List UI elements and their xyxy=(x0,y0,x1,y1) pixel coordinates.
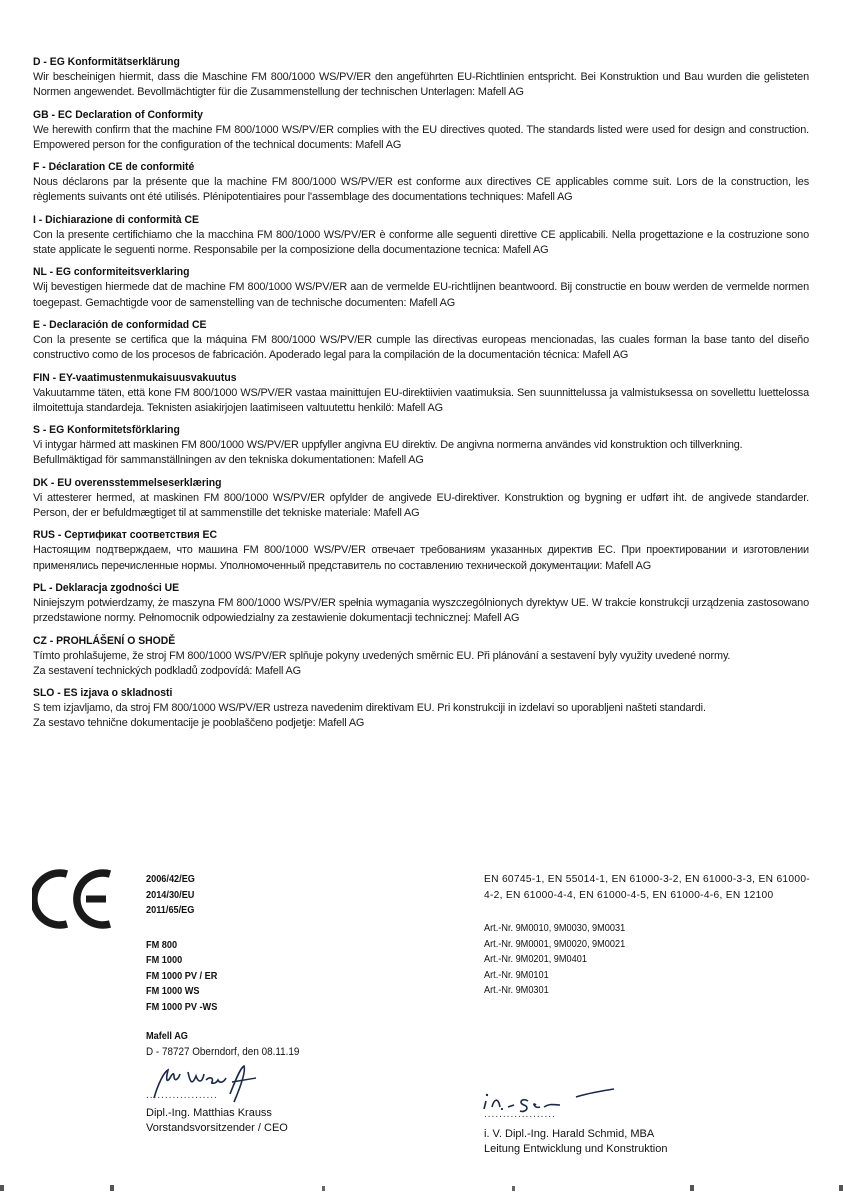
ce-mark-logo xyxy=(32,868,114,930)
article-number: Art.-Nr. 9M0001, 9M0020, 9M0021 xyxy=(484,938,626,950)
section-heading: FIN - EY-vaatimustenmukaisuusvakuutus xyxy=(33,371,237,384)
section-heading: RUS - Сертификат соответствия EC xyxy=(33,529,217,542)
article-number: Art.-Nr. 9M0010, 9M0030, 9M0031 xyxy=(484,923,626,934)
section-cz xyxy=(33,634,809,680)
section-body: Nous déclarons par la présente que la machine FM 800/1000 WS/PV/ER est conforme aux directives CE applicables comme suit. Lors de la construction, les règlements suivants ont été utilisés. Plénipotentiaires pour l'assemblage des documentations techniques: Mafell AG xyxy=(33,176,809,204)
machine-item: FM 1000 xyxy=(146,955,183,966)
section-body: Con la presente se certifica que la máquina FM 800/1000 WS/PV/ER cumple las directivas europeas mencionadas, las cuales forman la base tanto del diseño constructivo como de los procesos de fabricación. Apoderado legal para la compilación de la documentación técnica: Mafell AG xyxy=(33,333,809,362)
section-heading: PL - Deklaracja zgodności UE xyxy=(33,581,180,594)
article-number: Art.-Nr. 9M0301 xyxy=(484,985,549,996)
signature-line: ................... xyxy=(146,1090,218,1101)
directive-item: 2011/65/EG xyxy=(146,905,195,916)
section-es xyxy=(33,318,809,364)
section-heading: D - EG Konformitätserklärung xyxy=(33,56,180,68)
machine-item: FM 1000 PV -WS xyxy=(146,1001,218,1013)
section-dk xyxy=(33,476,809,522)
directive-item: 2006/42/EG xyxy=(146,874,195,885)
section-it xyxy=(33,213,809,259)
section-body: Wij bevestigen hiermede dat de machine FM 800/1000 WS/PV/ER aan de vermelde EU-richtlijnen beantwoord. Bij constructie en bouw werden de vermelde normen toegepast. Gemachtigde voor de samenstelling van de technische documenten: Mafell AG xyxy=(33,281,809,309)
section-heading: CZ - PROHLÁŠENÍ O SHODĚ xyxy=(33,634,176,647)
section-body: We herewith confirm that the machine FM 800/1000 WS/PV/ER complies with the EU directives quoted. The standards listed were used for design and construction. Empowered person for the configuration of the technical documents: Mafell AG xyxy=(33,123,809,151)
section-body-extra: Befullmäktigad för sammanställningen av den tekniska dokumentationen: Mafell AG xyxy=(33,454,424,467)
section-body: S tem izjavljamo, da stroj FM 800/1000 WS/PV/ER ustreza navedenim direktivam EU. Pri konstrukciji in izdelavi so uporabljeni našteti standardi. xyxy=(33,702,706,715)
section-heading: DK - EU overensstemmelseserklæring xyxy=(33,476,222,489)
section-body-extra: Za sestavení technických podkladů zodpovídá: Mafell AG xyxy=(33,664,301,677)
section-body: Wir bescheinigen hiermit, dass die Maschine FM 800/1000 WS/PV/ER den angeführten EU-Richtlinien entspricht. Bei Konstruktion und Bau wurden die gelisteten Normen angewendet. Bevollmächtigter für die Zusammenstellung der technischen Unterlagen: Mafell AG xyxy=(33,71,809,99)
signatory-title: Vorstandsvorsitzender / CEO xyxy=(146,1122,288,1134)
standards-list: EN 60745-1, EN 55014-1, EN 61000-3-2, EN 61000-3-3, EN 61000-4-2, EN 61000-4-4, EN 61000-4-5, EN 61000-4-6, EN 12100 xyxy=(484,874,810,901)
section-fr xyxy=(33,160,809,206)
declaration-sections xyxy=(33,55,809,739)
section-nl xyxy=(33,265,809,311)
article-number: Art.-Nr. 9M0101 xyxy=(484,969,549,981)
section-body-extra: Za sestavo tehnične dokumentacije je pooblaščeno podjetje: Mafell AG xyxy=(33,717,365,730)
section-body: Tímto prohlašujeme, že stroj FM 800/1000 WS/PV/ER splňuje pokyny uvedených směrnic EU. Při plánování a sestavení byly využity uvedené normy. xyxy=(33,649,731,662)
section-body: Niniejszym potwierdzamy, że maszyna FM 800/1000 WS/PV/ER spełnia wymagania wyszczególnionych dyrektyw UE. W trakcie konstrukcji urządzenia zastosowano przedstawione normy. Pełnomocnik odpowiedzialny za zestawienie dokumentacji technicznej: Mafell AG xyxy=(33,596,809,625)
signature-line: ................... xyxy=(484,1108,556,1120)
machine-item: FM 1000 WS xyxy=(146,986,200,997)
section-de xyxy=(33,55,809,101)
machine-item: FM 800 xyxy=(146,939,178,951)
directives-and-machines xyxy=(146,872,316,1136)
section-body: Настоящим подтверждаем, что машина FM 800/1000 WS/PV/ER отвечает требованиям указанных директив EC. При проектировании и изготовлении применялись перечисленные нормы. Уполномоченный представитель по составлению технической документации: Mafell AG xyxy=(33,544,809,572)
section-fi xyxy=(33,371,809,417)
signatory-name: Dipl.-Ing. Matthias Krauss xyxy=(146,1107,272,1119)
machine-item: FM 1000 PV / ER xyxy=(146,970,218,982)
section-body: Con la presente certifichiamo che la macchina FM 800/1000 WS/PV/ER è conforme alle seguenti direttive CE applicabili. Nella progettazione e la costruzione sono state applicate le seguenti norme. Responsabile per la composizione della documentazione tecnica: Mafell AG xyxy=(33,228,809,257)
place-date: D - 78727 Oberndorf, den 08.11.19 xyxy=(146,1045,300,1058)
section-body: Vakuutamme täten, että kone FM 800/1000 WS/PV/ER vastaa mainittujen EU-direktiivien vaatimuksia. Sen suunnittelussa ja valmistuksessa on sovellettu luettelossa ilmoitettuja standardeja. Teknisten asiakirjojen laatimiseen valtuutettu henkilö: Mafell AG xyxy=(33,386,809,414)
section-heading: I - Dichiarazione di conformità CE xyxy=(33,213,199,226)
section-si xyxy=(33,686,809,732)
section-heading: SLO - ES izjava o skladnosti xyxy=(33,687,173,700)
standards-and-articles xyxy=(484,872,810,1157)
section-heading: NL - EG conformiteitsverklaring xyxy=(33,266,190,279)
directive-item: 2014/30/EU xyxy=(146,889,195,901)
section-gb xyxy=(33,108,809,154)
article-number: Art.-Nr. 9M0201, 9M0401 xyxy=(484,954,587,965)
section-heading: E - Declaración de conformidad CE xyxy=(33,318,207,331)
company-name: Mafell AG xyxy=(146,1031,188,1042)
section-heading: S - EG Konformitetsförklaring xyxy=(33,424,180,437)
section-ru xyxy=(33,528,809,574)
section-body: Vi intygar härmed att maskinen FM 800/1000 WS/PV/ER uppfyller angivna EU direktiv. De angivna normerna användes vid konstruktion och tillverkning. xyxy=(33,439,743,452)
section-heading: GB - EC Declaration of Conformity xyxy=(33,108,203,121)
section-heading: F - Déclaration CE de conformité xyxy=(33,161,195,174)
signatory-name: i. V. Dipl.-Ing. Harald Schmid, MBA xyxy=(484,1127,655,1140)
section-se xyxy=(33,423,809,469)
page-edge-marks xyxy=(0,1183,843,1192)
signatory-title: Leitung Entwicklung und Konstruktion xyxy=(484,1142,668,1155)
section-body: Vi attesterer hermed, at maskinen FM 800/1000 WS/PV/ER opfylder de angivede EU-direktiver. Konstruktion og bygning er udført iht. de angivede standarder. Person, der er befuldmægtiget til at sammenstille det tekniske materiale: Mafell AG xyxy=(33,491,809,520)
section-pl xyxy=(33,581,809,627)
